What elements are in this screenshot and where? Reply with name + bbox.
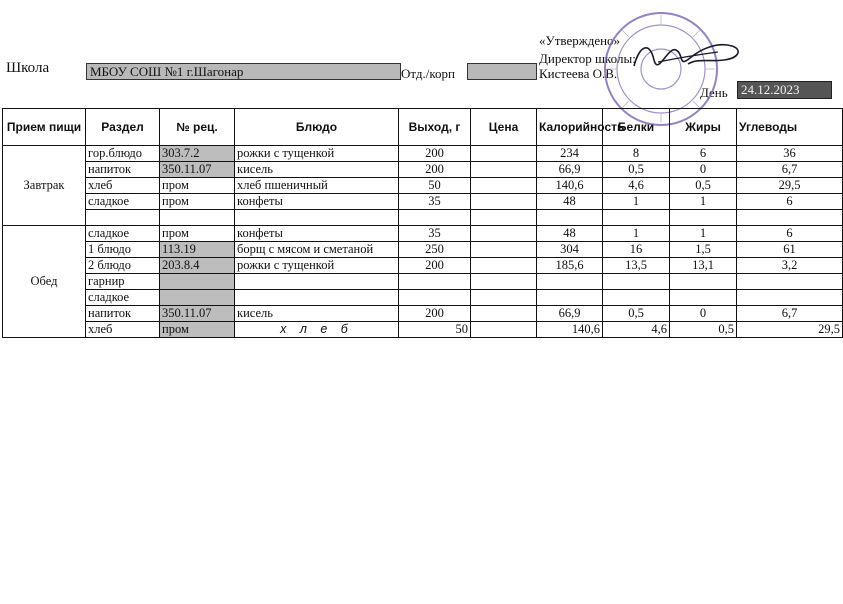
col-output: Выход, г <box>399 109 471 146</box>
cell-recipe: пром <box>160 322 235 338</box>
meal-breakfast: Завтрак <box>3 146 86 226</box>
cell-output: 35 <box>399 226 471 242</box>
cell-section: 1 блюдо <box>86 242 160 258</box>
cell-kcal <box>537 290 603 306</box>
cell-carbs <box>737 210 843 226</box>
table-row <box>3 194 843 210</box>
cell-dish: х л е б <box>235 322 399 338</box>
cell-price <box>471 146 537 162</box>
cell-output: 200 <box>399 258 471 274</box>
cell-protein: 13,5 <box>603 258 670 274</box>
cell-fat: 0 <box>670 162 737 178</box>
cell-fat: 1 <box>670 226 737 242</box>
cell-kcal: 140,6 <box>537 178 603 194</box>
cell-kcal <box>537 210 603 226</box>
col-dish: Блюдо <box>235 109 399 146</box>
cell-fat: 1,5 <box>670 242 737 258</box>
cell-recipe: пром <box>160 194 235 210</box>
cell-price <box>471 194 537 210</box>
cell-protein: 1 <box>603 194 670 210</box>
cell-carbs <box>737 274 843 290</box>
cell-recipe: 203.8.4 <box>160 258 235 274</box>
cell-protein: 0,5 <box>603 162 670 178</box>
cell-output: 50 <box>399 178 471 194</box>
col-fat: Жиры <box>670 109 737 146</box>
cell-recipe: пром <box>160 178 235 194</box>
table-row <box>3 274 843 290</box>
cell-output: 200 <box>399 146 471 162</box>
cell-protein: 16 <box>603 242 670 258</box>
cell-fat: 0,5 <box>670 322 737 338</box>
cell-kcal: 234 <box>537 146 603 162</box>
cell-output: 200 <box>399 162 471 178</box>
table-row <box>3 242 843 258</box>
table-row <box>3 306 843 322</box>
cell-dish: рожки с тущенкой <box>235 146 399 162</box>
cell-protein <box>603 210 670 226</box>
dept-label: Отд./корп <box>401 66 455 81</box>
cell-price <box>471 226 537 242</box>
cell-fat <box>670 274 737 290</box>
cell-section: гарнир <box>86 274 160 290</box>
menu-table <box>2 108 843 338</box>
cell-section: напиток <box>86 162 160 178</box>
col-section: Раздел <box>86 109 160 146</box>
cell-dish <box>235 290 399 306</box>
cell-recipe: 350.11.07 <box>160 306 235 322</box>
cell-recipe: 113.19 <box>160 242 235 258</box>
cell-fat: 0,5 <box>670 178 737 194</box>
cell-kcal: 304 <box>537 242 603 258</box>
cell-dish: борщ с мясом и сметаной <box>235 242 399 258</box>
cell-protein: 1 <box>603 226 670 242</box>
col-carbs: Углеводы <box>737 109 843 146</box>
cell-dish: конфеты <box>235 226 399 242</box>
cell-recipe <box>160 290 235 306</box>
table-row <box>3 258 843 274</box>
cell-section: гор.блюдо <box>86 146 160 162</box>
cell-fat: 13,1 <box>670 258 737 274</box>
cell-recipe <box>160 274 235 290</box>
cell-kcal: 48 <box>537 194 603 210</box>
cell-output <box>399 210 471 226</box>
cell-protein <box>603 274 670 290</box>
cell-protein: 4,6 <box>603 178 670 194</box>
cell-fat: 6 <box>670 146 737 162</box>
table-row <box>3 162 843 178</box>
cell-section: хлеб <box>86 178 160 194</box>
cell-protein: 8 <box>603 146 670 162</box>
cell-price <box>471 290 537 306</box>
cell-dish: хлеб пшеничный <box>235 178 399 194</box>
table-row <box>3 290 843 306</box>
cell-fat <box>670 210 737 226</box>
cell-dish: кисель <box>235 162 399 178</box>
cell-section: сладкое <box>86 194 160 210</box>
cell-carbs: 6 <box>737 226 843 242</box>
cell-price <box>471 162 537 178</box>
cell-output: 250 <box>399 242 471 258</box>
cell-fat: 0 <box>670 306 737 322</box>
cell-carbs: 3,2 <box>737 258 843 274</box>
date-field: 24.12.2023 <box>737 81 832 99</box>
school-label: Школа <box>6 60 50 76</box>
cell-recipe: 303.7.2 <box>160 146 235 162</box>
cell-kcal <box>537 274 603 290</box>
cell-kcal: 185,6 <box>537 258 603 274</box>
cell-recipe: 350.11.07 <box>160 162 235 178</box>
cell-dish <box>235 210 399 226</box>
cell-carbs: 6 <box>737 194 843 210</box>
cell-output: 50 <box>399 322 471 338</box>
cell-price <box>471 258 537 274</box>
table-row <box>3 178 843 194</box>
cell-dish: кисель <box>235 306 399 322</box>
cell-output: 35 <box>399 194 471 210</box>
col-recipe: № рец. <box>160 109 235 146</box>
cell-section: сладкое <box>86 290 160 306</box>
table-row <box>3 210 843 226</box>
cell-output: 200 <box>399 306 471 322</box>
cell-price <box>471 210 537 226</box>
col-kcal: Калорийность <box>537 109 603 146</box>
cell-dish: рожки с тущенкой <box>235 258 399 274</box>
cell-kcal: 48 <box>537 226 603 242</box>
cell-section: напиток <box>86 306 160 322</box>
cell-carbs <box>737 290 843 306</box>
meal-lunch: Обед <box>3 226 86 338</box>
signature-icon <box>628 36 748 80</box>
director-name: Кистеева О.В. <box>539 66 618 81</box>
cell-price <box>471 242 537 258</box>
cell-section: сладкое <box>86 226 160 242</box>
cell-protein: 0,5 <box>603 306 670 322</box>
table-row <box>3 226 843 242</box>
table-row <box>3 322 843 338</box>
school-name-field: МБОУ СОШ №1 г.Шагонар <box>86 63 401 80</box>
cell-price <box>471 306 537 322</box>
col-price: Цена <box>471 109 537 146</box>
cell-kcal: 66,9 <box>537 306 603 322</box>
cell-kcal: 66,9 <box>537 162 603 178</box>
cell-protein <box>603 290 670 306</box>
cell-carbs: 29,5 <box>737 178 843 194</box>
cell-dish <box>235 274 399 290</box>
cell-carbs: 29,5 <box>737 322 843 338</box>
cell-protein: 4,6 <box>603 322 670 338</box>
cell-output <box>399 290 471 306</box>
approved-label: «Утверждено» <box>539 33 621 48</box>
table-header-row <box>3 109 843 146</box>
dept-field <box>467 63 537 80</box>
col-protein: Белки <box>603 109 670 146</box>
cell-section <box>86 210 160 226</box>
cell-carbs: 6,7 <box>737 306 843 322</box>
cell-kcal: 140,6 <box>537 322 603 338</box>
cell-fat: 1 <box>670 194 737 210</box>
cell-carbs: 6,7 <box>737 162 843 178</box>
cell-section: 2 блюдо <box>86 258 160 274</box>
cell-price <box>471 322 537 338</box>
cell-recipe: пром <box>160 226 235 242</box>
cell-output <box>399 274 471 290</box>
director-label: Директор школы: <box>539 51 636 66</box>
cell-dish: конфеты <box>235 194 399 210</box>
cell-section: хлеб <box>86 322 160 338</box>
cell-price <box>471 274 537 290</box>
cell-carbs: 36 <box>737 146 843 162</box>
cell-fat <box>670 290 737 306</box>
col-meal: Прием пищи <box>3 109 86 146</box>
cell-price <box>471 178 537 194</box>
cell-carbs: 61 <box>737 242 843 258</box>
cell-recipe <box>160 210 235 226</box>
day-label: День <box>700 85 728 100</box>
table-row <box>3 146 843 162</box>
